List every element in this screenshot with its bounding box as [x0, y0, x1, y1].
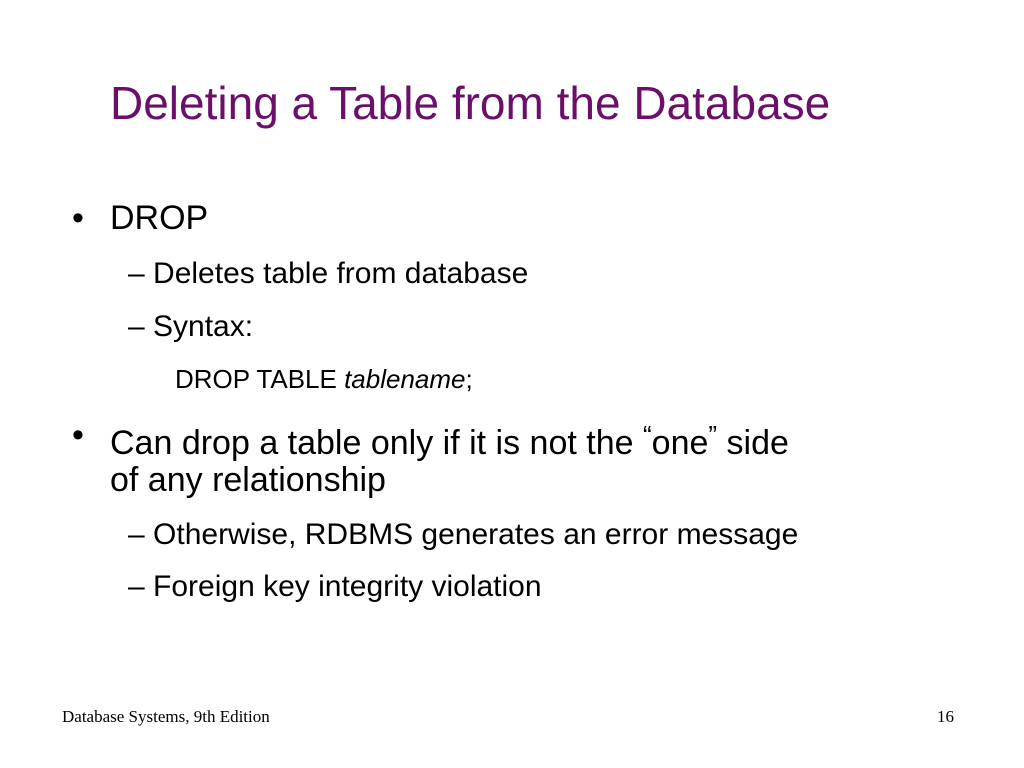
subitem-text: Deletes table from database: [153, 257, 529, 290]
code-suffix: ;: [465, 364, 473, 394]
bullet-marker: •: [72, 416, 84, 454]
dash-marker: –: [128, 310, 145, 343]
dash-marker: –: [128, 257, 145, 290]
bullet-text-after: side: [717, 424, 789, 462]
subitem-deletes-table: [128, 254, 528, 294]
subitem-syntax: [128, 307, 253, 347]
slide-title: Deleting a Table from the Database: [110, 77, 831, 129]
bullet-text-before: Can drop a table only if it is not the: [110, 424, 643, 462]
syntax-code: [175, 362, 473, 396]
close-quote: ”: [708, 420, 718, 450]
subitem-text: Syntax:: [153, 310, 254, 343]
dash-marker: –: [128, 570, 145, 603]
page-number: 16: [937, 707, 954, 726]
subitem-foreign-key: [128, 567, 542, 607]
subitem-otherwise: [128, 515, 798, 555]
quoted-word: one: [651, 424, 709, 462]
open-quote: “: [642, 420, 652, 450]
subitem-text: Otherwise, RDBMS generates an error message: [153, 518, 799, 551]
bullet-can-drop-line2: of any relationship: [110, 461, 386, 499]
bullet-drop: DROP: [110, 199, 209, 237]
bullet-marker: •: [72, 199, 84, 237]
code-prefix: DROP TABLE: [175, 364, 345, 394]
subitem-text: Foreign key integrity violation: [153, 570, 542, 603]
footer-book-title: Database Systems, 9th Edition: [62, 707, 270, 726]
code-placeholder: tablename: [344, 364, 466, 394]
dash-marker: –: [128, 518, 145, 551]
